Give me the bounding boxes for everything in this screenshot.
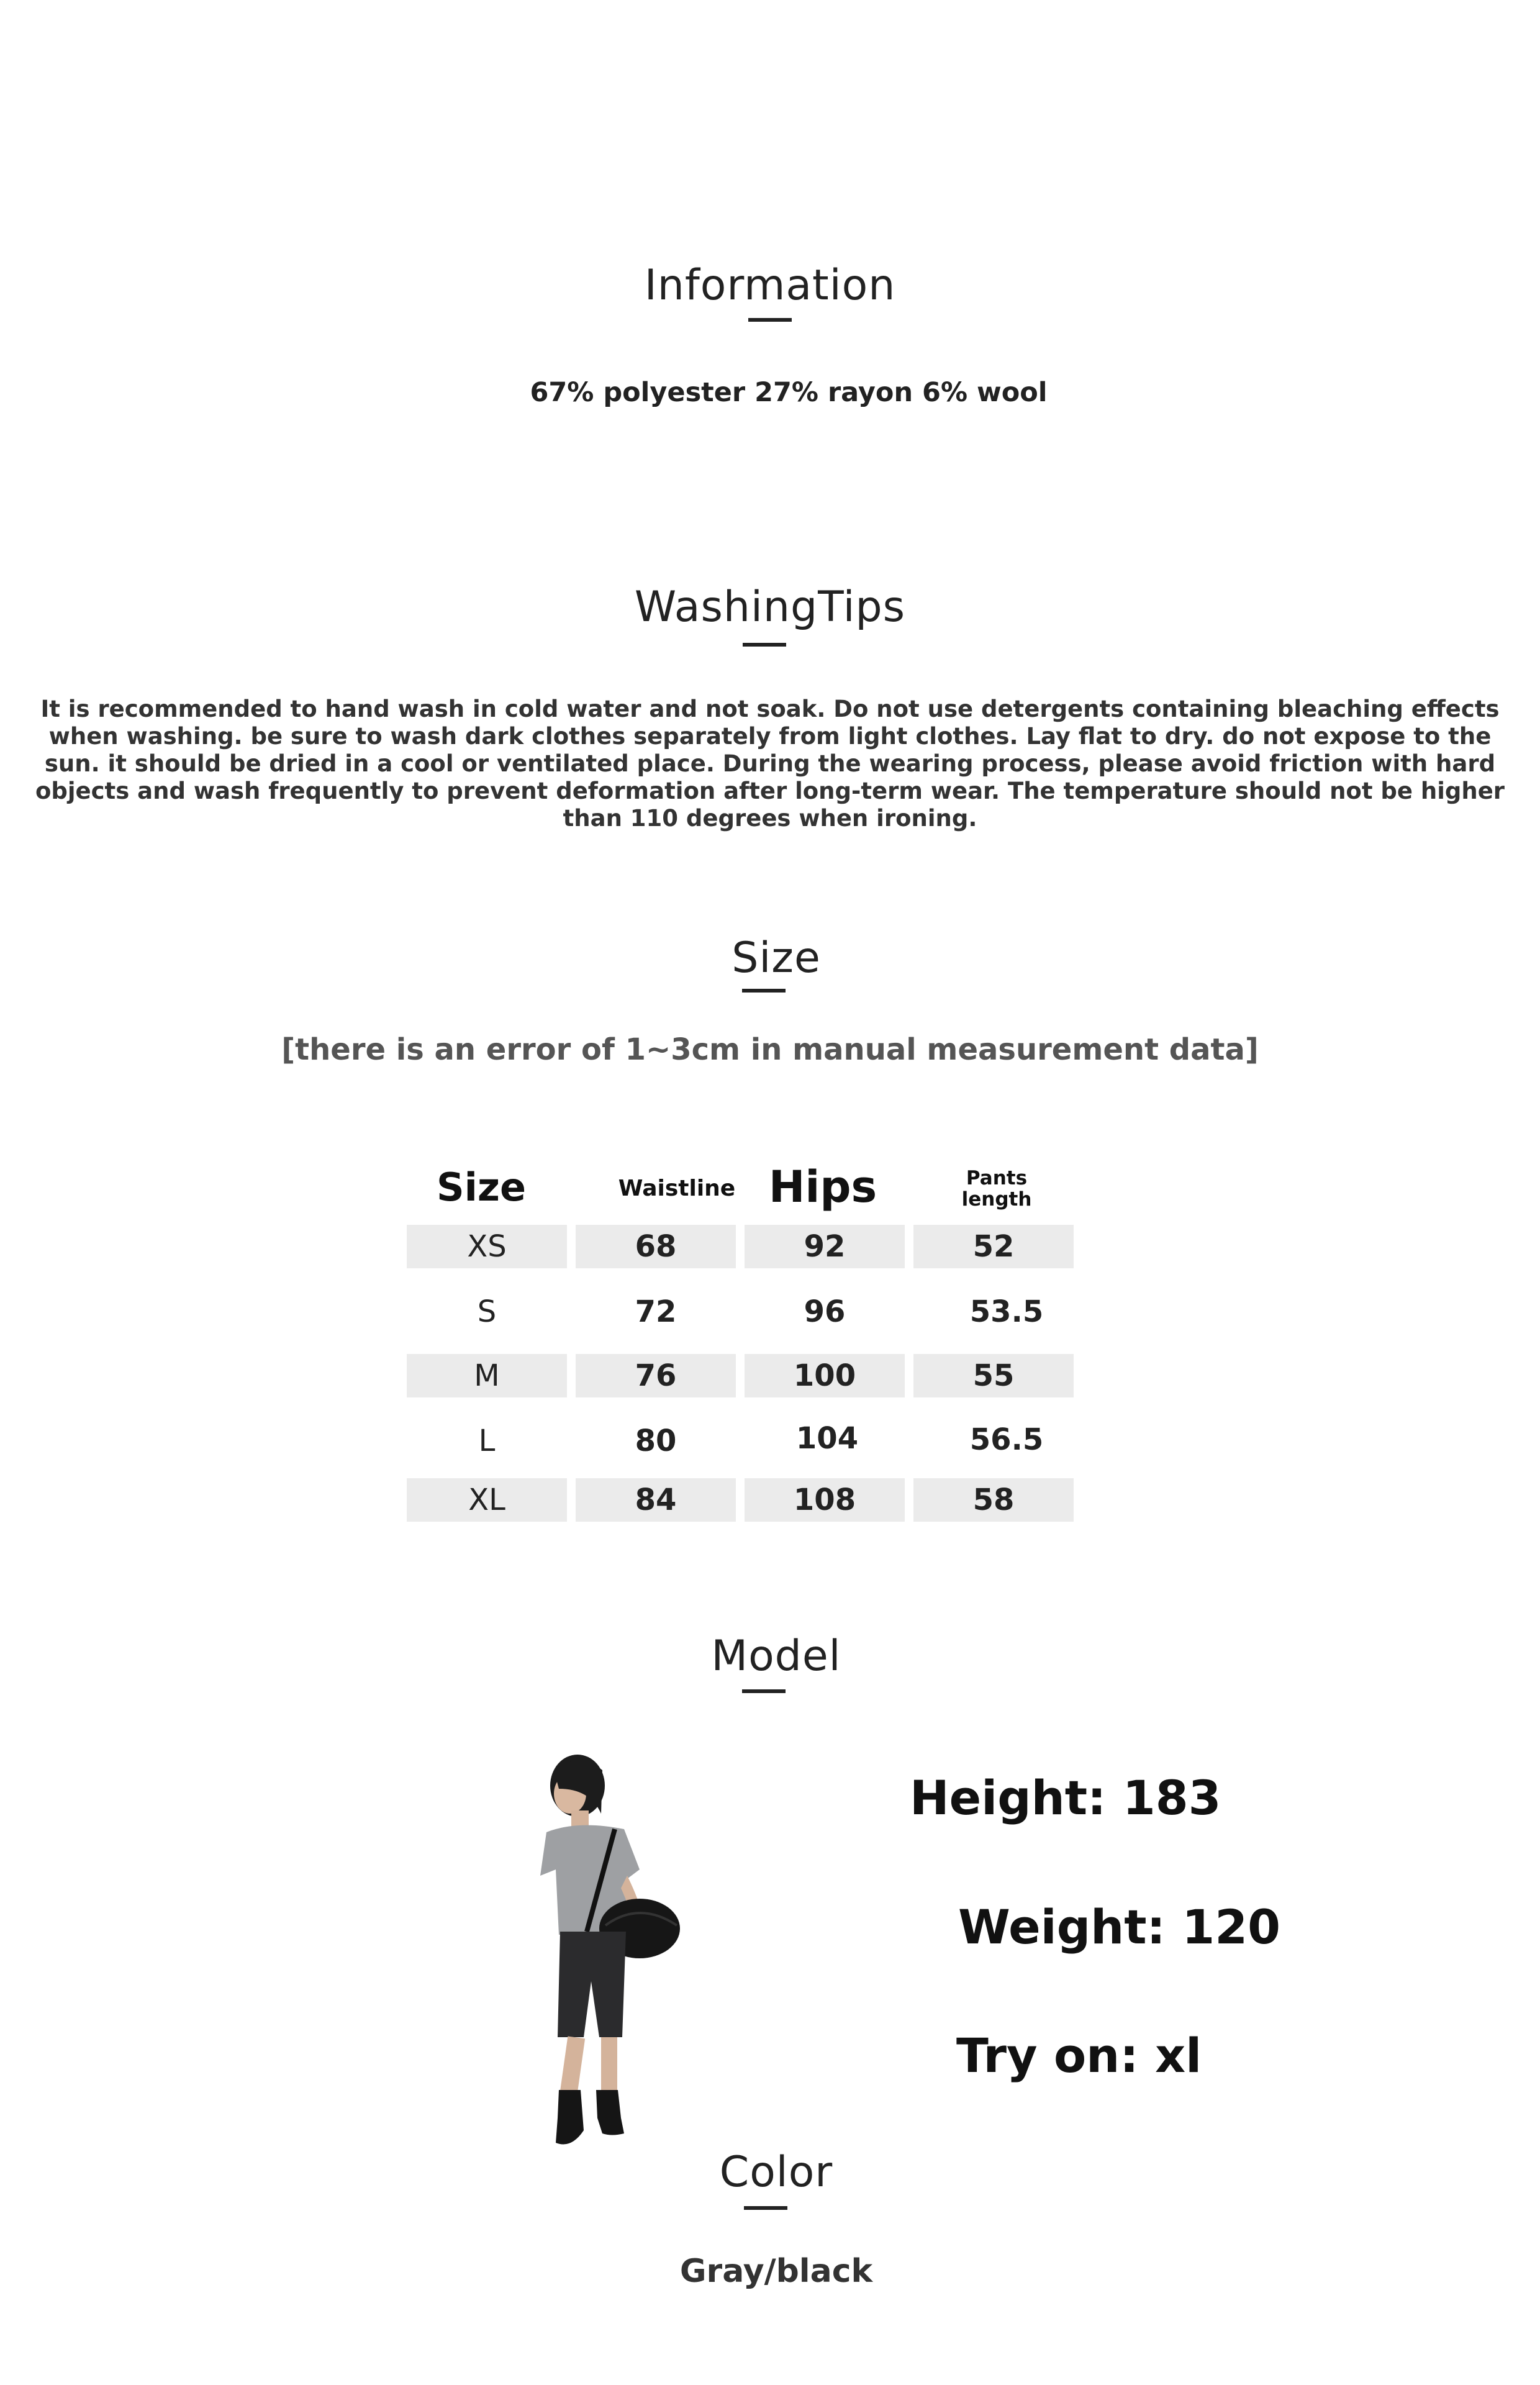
washing-tips-title-underline [743, 643, 786, 647]
cell-waistline: 72 [635, 1294, 677, 1329]
washing-instructions: It is recommended to hand wash in cold water and not soak. Do not use detergents containing bleaching effects when washing. be sure to wash dark clothes separately from light clothes. Lay flat to dry. do not expose to the sun. it should be dried in a cool or ventilated place. During the wearing process, please avoid friction with hard objects and wash frequently to prevent deformation after long-term wear. The temperature should not be higher than 110 degrees when ironing. [35, 696, 1505, 832]
size-title: Size [732, 934, 821, 983]
cell-size: S [477, 1294, 497, 1329]
table-header-hips: Hips [768, 1161, 877, 1212]
model-photo [522, 1745, 708, 2155]
information-title-underline [748, 318, 792, 322]
cell-size: XL [407, 1478, 567, 1522]
cell-waistline: 76 [576, 1354, 736, 1397]
cell-hips: 104 [795, 1421, 859, 1456]
size-title-underline [742, 989, 786, 993]
color-title: Color [719, 2148, 833, 2197]
cell-hips: 100 [745, 1354, 905, 1397]
table-header-size: Size [436, 1165, 527, 1210]
cell-size: XS [407, 1225, 567, 1268]
measurement-note: [there is an error of 1~3cm in manual measurement data] [281, 1032, 1259, 1067]
washing-tips-title: WashingTips [634, 583, 906, 632]
cell-pants-length: 52 [913, 1225, 1074, 1268]
color-title-underline [744, 2206, 787, 2210]
cell-pants-length: 58 [913, 1478, 1074, 1522]
information-title: Information [644, 261, 896, 310]
cell-waistline: 68 [576, 1225, 736, 1268]
fabric-composition: 67% polyester 27% rayon 6% wool [530, 377, 1048, 408]
cell-waistline: 80 [635, 1424, 677, 1458]
model-weight: Weight: 120 [958, 1899, 1281, 1955]
cell-pants-length: 55 [913, 1354, 1074, 1397]
cell-pants-length: 56.5 [969, 1422, 1044, 1457]
color-value: Gray/black [679, 2253, 873, 2290]
table-header-pants-length: Pants length [961, 1167, 1032, 1211]
cell-size: M [407, 1354, 567, 1397]
cell-waistline: 84 [576, 1478, 736, 1522]
model-try-on-size: Try on: xl [956, 2028, 1202, 2083]
cell-hips: 108 [745, 1478, 905, 1522]
table-header-waistline: Waistline [618, 1176, 736, 1201]
model-title-underline [742, 1689, 786, 1693]
cell-hips: 92 [745, 1225, 905, 1268]
cell-size: L [478, 1424, 496, 1458]
model-title: Model [711, 1632, 841, 1681]
model-height: Height: 183 [910, 1770, 1221, 1825]
cell-hips: 96 [804, 1294, 846, 1329]
cell-pants-length: 53.5 [969, 1294, 1044, 1329]
